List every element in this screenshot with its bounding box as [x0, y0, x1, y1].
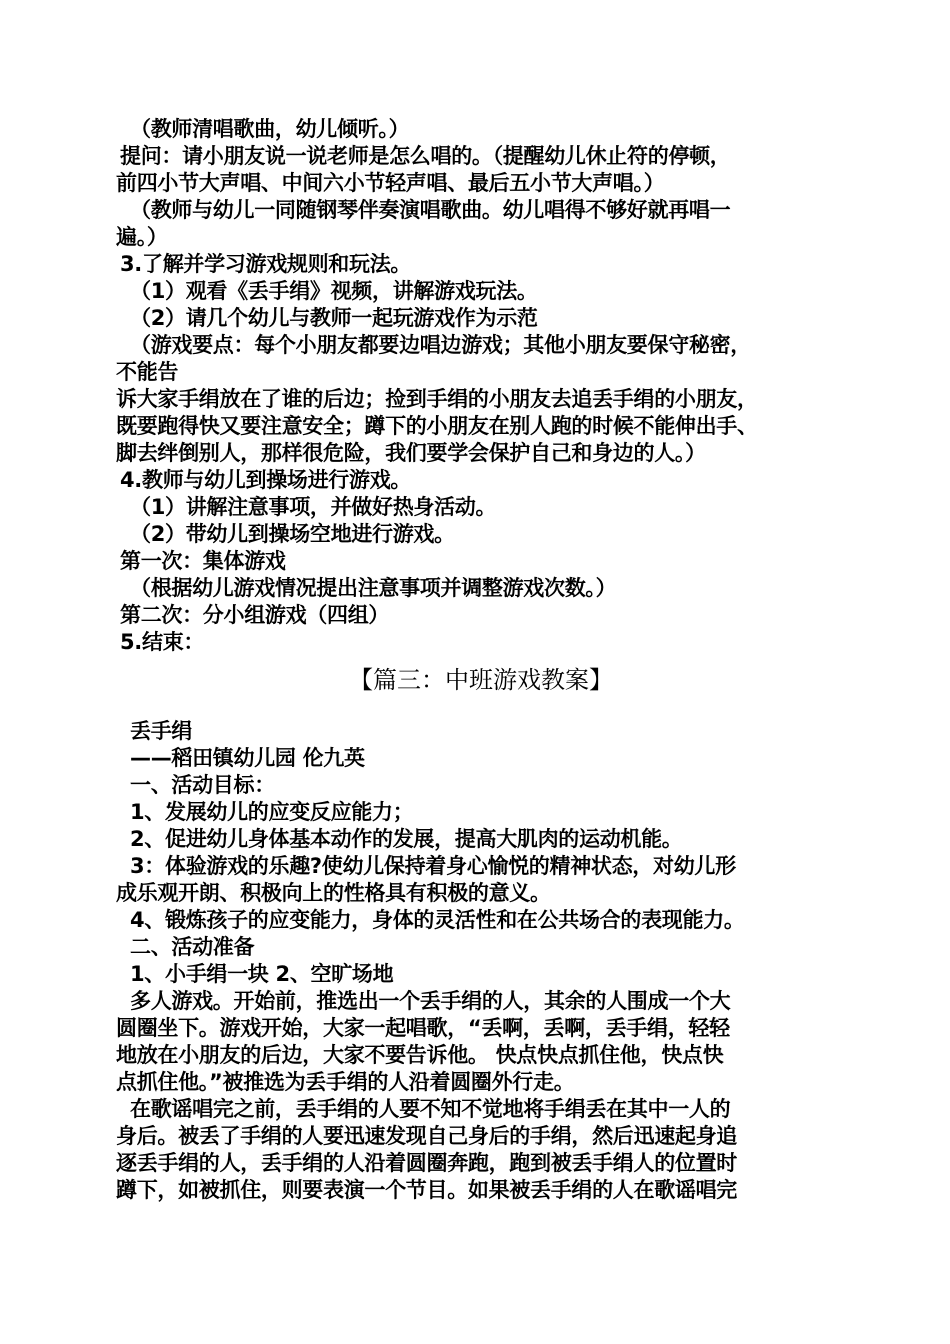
text-line: 4.教师与幼儿到操场进行游戏。: [120, 468, 412, 492]
text-line: 第二次：分小组游戏（四组）: [120, 603, 390, 627]
text-line: 地放在小朋友的后边，大家不要告诉他。 快点快点抓住他，快点快: [116, 1043, 724, 1067]
text-line: （1）观看《丢手绢》视频，讲解游戏玩法。: [130, 279, 538, 303]
text-line: 身后。被丢了手绢的人要迅速发现自己身后的手绢，然后迅速起身追: [116, 1124, 737, 1148]
text-line: 丢手绢: [130, 719, 193, 743]
text-line: ——稻田镇幼儿园 伦九英: [130, 746, 365, 770]
text-line: 圆圈坐下。游戏开始，大家一起唱歌，“丢啊，丢啊，丢手绢，轻轻: [116, 1016, 730, 1040]
text-line: 成乐观开朗、积极向上的性格具有积极的意义。: [116, 881, 551, 905]
text-line: 3.了解并学习游戏规则和玩法。: [120, 252, 412, 276]
text-line: （2）请几个幼儿与教师一起玩游戏作为示范: [130, 306, 538, 330]
text-line: （教师与幼儿一同随钢琴伴奏演唱歌曲。幼儿唱得不够好就再唱一: [130, 198, 731, 222]
section-heading: 【篇三：中班游戏教案】: [349, 666, 613, 694]
text-line: 第一次：集体游戏: [120, 549, 286, 573]
text-line: （游戏要点：每个小朋友都要边唱边游戏；其他小朋友要保守秘密，: [130, 333, 751, 357]
text-line: （2）带幼儿到操场空地进行游戏。: [130, 522, 455, 546]
text-line: 5.结束：: [120, 630, 205, 654]
text-line: 1、小手绢一块 2、空旷场地: [130, 962, 394, 986]
text-line: 在歌谣唱完之前，丢手绢的人要不知不觉地将手绢丢在其中一人的: [130, 1097, 731, 1121]
text-line: 不能告: [116, 360, 179, 384]
text-line: 一、活动目标：: [130, 773, 275, 797]
text-line: 蹲下，如被抓住，则要表演一个节目。如果被丢手绢的人在歌谣唱完: [116, 1178, 737, 1202]
text-line: （1）讲解注意事项，并做好热身活动。: [130, 495, 497, 519]
text-line: 前四小节大声唱、中间六小节轻声唱、最后五小节大声唱。）: [116, 171, 665, 195]
text-line: 遍。）: [116, 225, 168, 249]
text-line: 1、发展幼儿的应变反应能力；: [130, 800, 414, 824]
text-line: （根据幼儿游戏情况提出注意事项并调整游戏次数。）: [130, 576, 617, 600]
text-line: 2、促进幼儿身体基本动作的发展，提高大肌肉的运动机能。: [130, 827, 683, 851]
document-page: [116, 116, 846, 1204]
text-line: 4、锻炼孩子的应变能力，身体的灵活性和在公共场合的表现能力。: [130, 908, 745, 932]
text-line: 点抓住他。”被推选为丢手绢的人沿着圆圈外行走。: [116, 1070, 575, 1094]
lesson-plan-part-three: [116, 718, 846, 1204]
text-line: （教师清唱歌曲，幼儿倾听。）: [130, 117, 410, 141]
text-line: 3：体验游戏的乐趣?使幼儿保持着身心愉悦的精神状态，对幼儿形: [130, 854, 736, 878]
text-line: 二、活动准备: [130, 935, 255, 959]
text-line: 诉大家手绢放在了谁的后边；捡到手绢的小朋友去追丢手绢的小朋友，: [116, 387, 758, 411]
lesson-plan-continued: [116, 116, 846, 656]
text-line: 既要跑得快又要注意安全；蹲下的小朋友在别人跑的时候不能伸出手、: [116, 414, 758, 438]
text-line: 提问：请小朋友说一说老师是怎么唱的。（提醒幼儿休止符的停顿，: [120, 144, 731, 168]
text-line: 逐丢手绢的人，丢手绢的人沿着圆圈奔跑，跑到被丢手绢人的位置时: [116, 1151, 737, 1175]
text-line: 脚去绊倒别人，那样很危险，我们要学会保护自己和身边的人。）: [116, 441, 706, 465]
text-line: 多人游戏。开始前，推选出一个丢手绢的人，其余的人围成一个大: [130, 989, 731, 1013]
